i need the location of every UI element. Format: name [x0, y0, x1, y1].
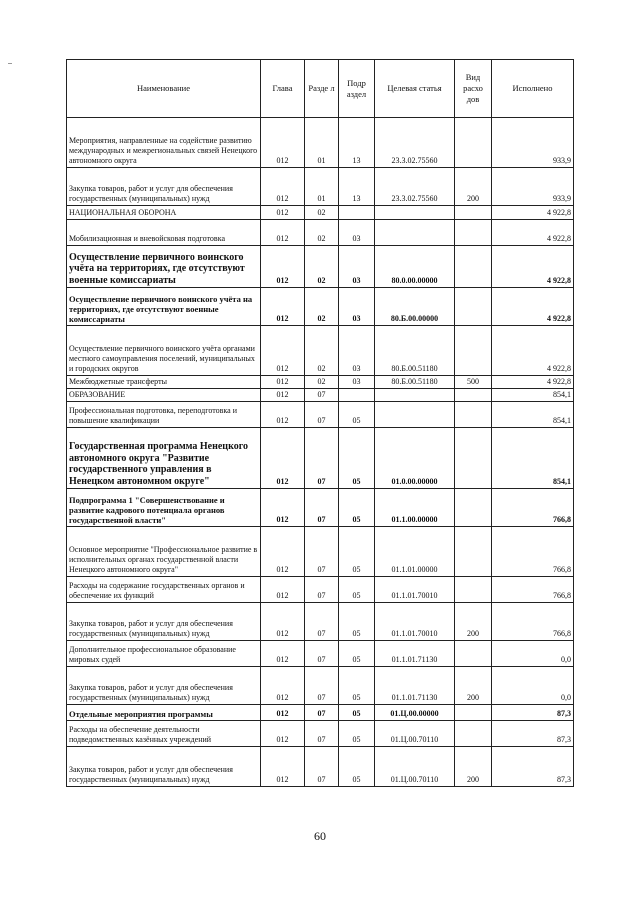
cell-name: Закупка товаров, работ и услуг для обеспечения государственных (муниципальных) нужд	[67, 747, 261, 787]
cell-glava: 012	[261, 577, 305, 603]
table-row	[67, 527, 574, 577]
cell-podrazdel: 05	[339, 428, 375, 489]
table-row	[67, 747, 574, 787]
cell-name: Профессиональная подготовка, переподготовка и повышение квалификации	[67, 402, 261, 428]
cell-celevaya: 80.Б.00.51180	[375, 376, 455, 389]
table-row	[67, 376, 574, 389]
cell-celevaya: 01.Ц.00.70110	[375, 721, 455, 747]
cell-ispolneno: 766,8	[492, 489, 574, 527]
cell-ispolneno: 933,9	[492, 118, 574, 168]
cell-vid: 200	[455, 667, 492, 705]
cell-vid	[455, 246, 492, 288]
header-ispolneno: Исполнено	[492, 60, 574, 118]
cell-name: Мероприятия, направленные на содействие развитию международных и межрегиональных связей Ненецкого автономного округа	[67, 118, 261, 168]
cell-vid	[455, 389, 492, 402]
cell-podrazdel: 05	[339, 667, 375, 705]
cell-razdel: 07	[305, 603, 339, 641]
table-row	[67, 246, 574, 288]
table-row	[67, 118, 574, 168]
cell-celevaya: 01.1.01.70010	[375, 603, 455, 641]
cell-celevaya: 01.Ц.00.00000	[375, 705, 455, 721]
table-row	[67, 288, 574, 326]
table-row	[67, 721, 574, 747]
cell-podrazdel: 05	[339, 527, 375, 577]
cell-vid: 200	[455, 747, 492, 787]
cell-vid	[455, 118, 492, 168]
header-vid: Вид расхо дов	[455, 60, 492, 118]
table-row	[67, 667, 574, 705]
cell-ispolneno: 854,1	[492, 428, 574, 489]
cell-podrazdel: 05	[339, 577, 375, 603]
cell-razdel: 07	[305, 489, 339, 527]
cell-vid	[455, 705, 492, 721]
table-row	[67, 220, 574, 246]
cell-razdel: 07	[305, 577, 339, 603]
cell-celevaya: 01.1.01.70010	[375, 577, 455, 603]
table-row	[67, 206, 574, 220]
header-podrazdel: Подр аздел	[339, 60, 375, 118]
cell-podrazdel: 05	[339, 641, 375, 667]
cell-name: Межбюджетные трансферты	[67, 376, 261, 389]
cell-name: Расходы на обеспечение деятельности подведомственных казённых учреждений	[67, 721, 261, 747]
cell-glava: 012	[261, 667, 305, 705]
cell-vid	[455, 641, 492, 667]
cell-podrazdel: 05	[339, 705, 375, 721]
cell-glava: 012	[261, 220, 305, 246]
table-row	[67, 489, 574, 527]
cell-razdel: 01	[305, 118, 339, 168]
cell-name: Осуществление первичного воинского учёта на территориях, где отсутствуют военные комиссариаты	[67, 288, 261, 326]
table-row	[67, 168, 574, 206]
cell-razdel: 02	[305, 246, 339, 288]
cell-razdel: 07	[305, 705, 339, 721]
cell-ispolneno: 854,1	[492, 389, 574, 402]
cell-name: Закупка товаров, работ и услуг для обеспечения государственных (муниципальных) нужд	[67, 667, 261, 705]
cell-razdel: 07	[305, 527, 339, 577]
table-row	[67, 402, 574, 428]
table-header-row	[67, 60, 574, 118]
header-name: Наименование	[67, 60, 261, 118]
cell-name: Закупка товаров, работ и услуг для обеспечения государственных (муниципальных) нужд	[67, 603, 261, 641]
cell-vid	[455, 326, 492, 376]
cell-glava: 012	[261, 641, 305, 667]
cell-ispolneno: 766,8	[492, 527, 574, 577]
cell-glava: 012	[261, 288, 305, 326]
table-row	[67, 603, 574, 641]
cell-razdel: 02	[305, 220, 339, 246]
cell-name: Расходы на содержание государственных органов и обеспечение их функций	[67, 577, 261, 603]
cell-vid: 200	[455, 168, 492, 206]
cell-razdel: 02	[305, 288, 339, 326]
cell-razdel: 07	[305, 428, 339, 489]
cell-celevaya	[375, 220, 455, 246]
cell-glava: 012	[261, 168, 305, 206]
cell-glava: 012	[261, 246, 305, 288]
cell-podrazdel: 03	[339, 246, 375, 288]
cell-razdel: 07	[305, 667, 339, 705]
cell-celevaya: 23.3.02.75560	[375, 118, 455, 168]
cell-name: Подпрограмма 1 "Совершенствование и развитие кадрового потенциала органов государственной власти"	[67, 489, 261, 527]
cell-podrazdel: 13	[339, 168, 375, 206]
cell-ispolneno: 87,3	[492, 747, 574, 787]
cell-name: Осуществление первичного воинского учёта на территориях, где отсутствуют военные комиссариаты	[67, 246, 261, 288]
cell-podrazdel: 05	[339, 603, 375, 641]
cell-vid: 500	[455, 376, 492, 389]
cell-ispolneno: 0,0	[492, 667, 574, 705]
margin-mark	[8, 63, 12, 64]
page-number: 60	[314, 829, 326, 843]
cell-glava: 012	[261, 118, 305, 168]
cell-celevaya: 01.1.01.71130	[375, 667, 455, 705]
cell-vid: 200	[455, 603, 492, 641]
cell-razdel: 07	[305, 721, 339, 747]
cell-celevaya: 01.0.00.00000	[375, 428, 455, 489]
cell-razdel: 07	[305, 747, 339, 787]
cell-celevaya: 01.1.01.00000	[375, 527, 455, 577]
cell-celevaya: 01.1.00.00000	[375, 489, 455, 527]
cell-vid	[455, 577, 492, 603]
cell-ispolneno: 0,0	[492, 641, 574, 667]
cell-celevaya: 80.Б.00.51180	[375, 326, 455, 376]
cell-name: ОБРАЗОВАНИЕ	[67, 389, 261, 402]
cell-glava: 012	[261, 206, 305, 220]
cell-celevaya: 80.Б.00.00000	[375, 288, 455, 326]
cell-name: Мобилизационная и вневойсковая подготовка	[67, 220, 261, 246]
cell-razdel: 02	[305, 206, 339, 220]
cell-glava: 012	[261, 705, 305, 721]
cell-celevaya: 23.3.02.75560	[375, 168, 455, 206]
cell-vid	[455, 489, 492, 527]
cell-celevaya	[375, 402, 455, 428]
cell-ispolneno: 4 922,8	[492, 206, 574, 220]
table-row	[67, 326, 574, 376]
cell-podrazdel: 05	[339, 402, 375, 428]
cell-ispolneno: 933,9	[492, 168, 574, 206]
header-celevaya: Целевая статья	[375, 60, 455, 118]
cell-glava: 012	[261, 603, 305, 641]
header-glava: Глава	[261, 60, 305, 118]
cell-ispolneno: 854,1	[492, 402, 574, 428]
budget-table	[66, 59, 574, 787]
cell-vid	[455, 527, 492, 577]
cell-glava: 012	[261, 428, 305, 489]
cell-vid	[455, 206, 492, 220]
cell-vid	[455, 721, 492, 747]
cell-razdel: 01	[305, 168, 339, 206]
cell-ispolneno: 4 922,8	[492, 376, 574, 389]
table-row	[67, 705, 574, 721]
cell-podrazdel: 05	[339, 489, 375, 527]
header-razdel: Разде л	[305, 60, 339, 118]
cell-ispolneno: 87,3	[492, 705, 574, 721]
cell-ispolneno: 766,8	[492, 603, 574, 641]
cell-celevaya: 01.1.01.71130	[375, 641, 455, 667]
cell-ispolneno: 4 922,8	[492, 220, 574, 246]
cell-glava: 012	[261, 389, 305, 402]
table-row	[67, 389, 574, 402]
table-row	[67, 428, 574, 489]
cell-name: Основное мероприятие "Профессиональное развитие в исполнительных органах государственной власти Ненецкого автономного округа"	[67, 527, 261, 577]
cell-razdel: 07	[305, 389, 339, 402]
cell-celevaya	[375, 206, 455, 220]
cell-podrazdel: 03	[339, 326, 375, 376]
cell-razdel: 07	[305, 402, 339, 428]
cell-ispolneno: 766,8	[492, 577, 574, 603]
cell-name: НАЦИОНАЛЬНАЯ ОБОРОНА	[67, 206, 261, 220]
cell-podrazdel	[339, 206, 375, 220]
cell-glava: 012	[261, 527, 305, 577]
cell-name: Дополнительное профессиональное образование мировых судей	[67, 641, 261, 667]
cell-glava: 012	[261, 326, 305, 376]
cell-glava: 012	[261, 376, 305, 389]
cell-celevaya: 01.Ц.00.70110	[375, 747, 455, 787]
table-row	[67, 641, 574, 667]
cell-podrazdel	[339, 389, 375, 402]
cell-celevaya	[375, 389, 455, 402]
cell-glava: 012	[261, 721, 305, 747]
cell-glava: 012	[261, 402, 305, 428]
cell-podrazdel: 03	[339, 376, 375, 389]
cell-name: Осуществление первичного воинского учёта органами местного самоуправления поселений, муниципальных и городских округов	[67, 326, 261, 376]
cell-ispolneno: 4 922,8	[492, 326, 574, 376]
cell-razdel: 02	[305, 326, 339, 376]
cell-name: Закупка товаров, работ и услуг для обеспечения государственных (муниципальных) нужд	[67, 168, 261, 206]
cell-razdel: 02	[305, 376, 339, 389]
cell-ispolneno: 87,3	[492, 721, 574, 747]
cell-glava: 012	[261, 747, 305, 787]
cell-razdel: 07	[305, 641, 339, 667]
cell-vid	[455, 402, 492, 428]
cell-name: Отдельные мероприятия программы	[67, 705, 261, 721]
cell-vid	[455, 288, 492, 326]
cell-ispolneno: 4 922,8	[492, 288, 574, 326]
cell-vid	[455, 428, 492, 489]
cell-celevaya: 80.0.00.00000	[375, 246, 455, 288]
cell-podrazdel: 05	[339, 721, 375, 747]
cell-podrazdel: 03	[339, 220, 375, 246]
cell-name: Государственная программа Ненецкого автономного округа "Развитие государственного управления в Ненецком автономном округе"	[67, 428, 261, 489]
cell-podrazdel: 13	[339, 118, 375, 168]
table-row	[67, 577, 574, 603]
cell-podrazdel: 05	[339, 747, 375, 787]
cell-podrazdel: 03	[339, 288, 375, 326]
cell-glava: 012	[261, 489, 305, 527]
cell-ispolneno: 4 922,8	[492, 246, 574, 288]
cell-vid	[455, 220, 492, 246]
